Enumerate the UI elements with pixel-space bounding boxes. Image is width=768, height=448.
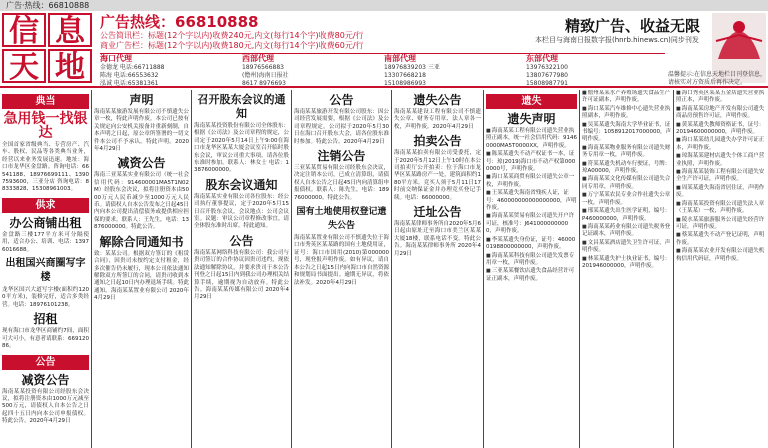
ad-text-capital-2: 海南三亚某某实业有限公司（统一社会信用代码：914600001MA5T1N02M）经股东会决议，拟将注册资本由5000万元人民币减少至1000万元人民币。请债权人自本公告发布之日起45日内向本公司提出清偿债务或提供相应担保的要求。联系人：王先生，电话：13876000000。特此公告。 bbox=[94, 172, 189, 231]
agent-west-line-1: 18976566883 bbox=[242, 64, 284, 71]
ad-heading-land: 国有土地使用权登记遗失公告 bbox=[296, 207, 387, 232]
hotline-rate-2: 商业广告栏：标题(12个字以内)收费180元,内文(每行14个字)收费60元/行 bbox=[100, 41, 364, 50]
ad-text-guoxing: 龙华区国兴大道写字楼(面积约1200平方米)，装修完好，适合多类经营。电话：18976101238。 bbox=[2, 287, 89, 308]
lost-item: ■ 海南某某农业开发有限公司遗失机构信用代码证，声明作废。 bbox=[676, 248, 766, 263]
ad-text-deregistration: 三亚某某贸易有限公司经股东会决议，决定注销本公司，已成立清算组，请债权人自本公告之日起45日内向清算组申报债权。联系人：陈先生，电话：18976000000。特此公告。 bbox=[294, 165, 389, 201]
ad-heading-lost: 遗失公告 bbox=[413, 93, 462, 107]
agents-bar bbox=[100, 53, 665, 86]
lost-item: ■ 陈某某遗失不动产权证书一本，证号：琼(2019)海口市不动产权第0000000号，声明作废。 bbox=[486, 151, 577, 173]
agent-west-name: 西部代理 bbox=[242, 54, 274, 63]
section-supply: 供求 bbox=[2, 198, 89, 213]
lost-item: ■ 海南某某物业服务有限公司遗失财务专用章一枚，声明作废。 bbox=[582, 145, 671, 160]
agent-west-line-3: 8617 8976693 bbox=[242, 79, 286, 86]
lost-item: ■ 三亚某某餐饮店遗失食品经营许可证正副本，声明作废。 bbox=[486, 268, 577, 283]
agent-haikou-line-3: 泓诚 电话:65381361 bbox=[100, 79, 159, 86]
ad-heading-lost-statement: 遗失声明 bbox=[507, 112, 556, 126]
lost-item: ■ 吴某某遗失海南大学毕业证书，证书编号：1058912017000000，声明作废。 bbox=[582, 122, 671, 144]
ad-text-auction: 海南某某拍卖有限公司受委托，定于2020年5月12日上午10时在本公司拍卖厅公开拍卖：位于海口市龙华区某某路房产一处，建筑面积约180平方米。竞买人须于5月11日17时前交纳保证金并办理竞买登记手续。电话：66000000。 bbox=[394, 150, 481, 201]
ad-heading-statement: 声明 bbox=[129, 93, 154, 107]
ad-text-rent: 现有海口市龙华区商铺约7间，面积可大可小，有意者请联系：66912086。 bbox=[2, 328, 89, 350]
reminder-text: 温馨提示:在信息天地栏目刊登信息，请核实对方资质后再作决定。 bbox=[668, 71, 767, 86]
agent-east-line-1: 13976322100 bbox=[526, 64, 568, 71]
ad-text-lost: 海南某某建设工程有限公司不慎遗失公章、财务专用章、法人章各一枚，声明作废。2020年4月29日 bbox=[394, 109, 481, 130]
lost-item: ■ 儋州某某水产养殖场遗失食品生产许可证副本，声明作废。 bbox=[582, 90, 671, 105]
lost-item: ■ 李某某遗失身份证，证号：460000198800000000，声明作废。 bbox=[486, 237, 577, 252]
lost-item: ■ 周某某遗失海南省居住证，声明作废。 bbox=[676, 185, 766, 200]
ad-text-notice-3: 海南某某网络科技有限公司：我公司与贵司签订的合作协议因贵司违约，现依法通知解除协议，并要求贵司于本公告刊登之日起15日内到我公司办理相关结算手续，逾期视为自动放弃。特此公告。海南某某传媒有限公司 2020年4月29日 bbox=[194, 249, 289, 301]
agent-south bbox=[384, 54, 524, 86]
slogan: 精致广告、收益无限 bbox=[565, 17, 701, 35]
top-bar-text: 广告·热线：66810888 bbox=[6, 1, 90, 10]
ad-heading-pawn: 急用钱一找银达 bbox=[3, 111, 88, 141]
lost-item: ■ 海南某某科技有限公司遗失发票专用章一枚，声明作废。 bbox=[486, 253, 577, 268]
ad-text-pawn: 全国首家省级典当、专营房产、汽车、股权、民品等各类典当业务，经营以来业务发展迅速。地址：海口市龙华区金盘路。咨询电话：66541188、18976699111、13907593600，三亚分店 咨询电话：88333828、15308961003。 bbox=[2, 142, 89, 193]
top-bar bbox=[0, 0, 768, 11]
ad-heading-termination: 解除合同通知书 bbox=[99, 234, 184, 249]
agent-west bbox=[242, 54, 382, 86]
hotline-title: 广告热线：66810888 bbox=[100, 13, 259, 31]
classifieds-page bbox=[0, 86, 768, 448]
lost-item: ■ 海口某某幼儿园遗失办学许可证正本，声明作废。 bbox=[676, 137, 766, 152]
lost-item: ■ 蔡某某遗失不动产登记证明，声明作废。 bbox=[676, 232, 766, 247]
lost-item: ■ 海口某某商贸有限公司遗失公章一枚，声明作废。 bbox=[486, 174, 577, 189]
lost-item: ■ 海口秀英区某某五金店遗失营业执照正本，声明作废。 bbox=[676, 90, 766, 105]
ad-heading-guoxing: 出租国兴商圈写字楼 bbox=[5, 258, 86, 284]
ad-heading-relocation: 迁址公告 bbox=[413, 205, 462, 220]
agent-east-name: 东部代理 bbox=[526, 54, 558, 63]
agent-east bbox=[526, 54, 664, 86]
section-lost: 遗失 bbox=[486, 94, 577, 109]
column-4 bbox=[292, 90, 392, 448]
column-6 bbox=[484, 90, 580, 448]
slogan-sub: 本栏目与海南日报数字报(hnrb.hinews.cn)同步刊发 bbox=[535, 36, 699, 44]
logo-char-3: 天 bbox=[2, 49, 46, 83]
ad-text-notice-4: 海南某某旅游开发有限公司股东：因公司经营发展需要，根据《公司法》及公司章程规定，公司拟于2020年5月30日在海口召开股东大会，请各位股东准时参加。特此公告。2020年4月29日 bbox=[294, 109, 389, 145]
ad-text-statement: 海南某某旅游发展有限公司不慎遗失公章一枚，特此声明作废。本公司已按有关规定向公安机关报备并重新刻制，自本声明之日起，原公章所签署的一切文件本公司不予承认。特此声明。2020年4月29日 bbox=[94, 109, 189, 153]
agent-south-line-1: 18976839203 三亚 bbox=[384, 64, 440, 71]
column-2 bbox=[92, 90, 192, 448]
masthead bbox=[0, 11, 768, 85]
ad-text-relocation: 海南某某律师事务所自2020年5月6日起由原址迁至海口市美兰区某某大厦18楼，联系电话不变。特此公告。海南某某律师事务所 2020年4月29日 bbox=[394, 221, 481, 257]
column-5 bbox=[392, 90, 484, 448]
lost-item: ■ 海南某某药业有限公司遗失税务登记证副本，声明作废。 bbox=[582, 224, 671, 239]
emblem-figure-icon bbox=[712, 13, 766, 69]
ad-heading-deregistration: 注销公告 bbox=[317, 149, 366, 164]
lost-item: ■ 海南某某工程有限公司遗失营业执照正副本，统一社会信用代码：91460000MA5T0000XX，声明作废。 bbox=[486, 128, 577, 150]
masthead-logo bbox=[2, 13, 96, 85]
logo-char-4: 地 bbox=[48, 49, 92, 83]
lost-item: ■ 海南某某投资有限公司遗失法人章（王某某）一枚，声明作废。 bbox=[676, 201, 766, 216]
ad-heading-office: 办公商铺出租 bbox=[9, 215, 82, 230]
ad-text-capital: 海南某某投资有限公司经股东会决议，拟将注册资本由1000万元减至500万元，请债权人自本公告之日起四十五日内向本公司申报债权。特此公告。2020年4月29日 bbox=[2, 388, 89, 425]
ad-text-termination: 致：某某公司。根据双方签订的《租赁合同》，因贵司未按约定支付租金，经多次催告仍未履行，现本公司依法通知解除双方所签订的合同，请贵司收到本通知之日起10日内办理退场手续。特此通知。海南某某置业有限公司 2020年4月29日 bbox=[94, 250, 189, 302]
lost-item: ■ 琼海某某建材店遗失个体工商户营业执照，声明作废。 bbox=[676, 153, 766, 168]
agent-south-name: 南部代理 bbox=[384, 54, 416, 63]
section-notice: 公告 bbox=[2, 355, 89, 370]
ad-text-meeting: 海南某某投资股份有限公司全体股东：根据《公司法》及公司章程的规定，公司定于2020年5月14日上午9:00在海口市龙华区某某大厦会议室召开临时股东会议，审议公司重大事项，请各位股东准时参加。联系人：林女士 电话：13876000000。 bbox=[194, 123, 289, 174]
logo-char-2: 息 bbox=[48, 13, 92, 47]
ad-heading-capital-2: 减资公告 bbox=[117, 156, 166, 171]
lost-item: ■ 邢某某遗失出生医学证明，编号：P460000000，声明作废。 bbox=[582, 208, 671, 223]
lost-item: ■ 海口某某汽车维修中心遗失营业执照副本，声明作废。 bbox=[582, 106, 671, 121]
ad-text-office: 金盘路三楼177平方米可分隔使用，适合办公、培训、电话：13976016688。 bbox=[2, 231, 89, 253]
column-8 bbox=[674, 90, 768, 448]
lost-item: ■ 文昌某某酒店遗失卫生许可证，声明作废。 bbox=[582, 240, 671, 255]
lost-item: ■ 符某某遗失机动车行驶证，号牌：琼A00000，声明作废。 bbox=[582, 161, 671, 176]
section-pawn: 典当 bbox=[2, 94, 89, 109]
ad-heading-rent: 招租 bbox=[33, 312, 58, 327]
agent-east-line-2: 13807677980 bbox=[526, 71, 568, 79]
agent-east-line-3: 15808987791 bbox=[526, 79, 568, 86]
lost-item: ■ 海南某某贸易有限公司遗失开户许可证，核准号：J6410000000000，声明作废。 bbox=[486, 213, 577, 235]
ad-heading-notice-3: 公告 bbox=[229, 233, 254, 248]
agent-south-line-3: 15108986993 bbox=[384, 79, 426, 86]
ad-text-shareholder: 海南某某实业有限公司各位股东：经公司执行董事提议，定于2020年5月15日召开股东会议，会议地点：公司会议室。议题：审议公司章程修改事宜。请全体股东准时出席。特此通知。 bbox=[194, 193, 289, 230]
ad-heading-shareholder: 股东会议通知 bbox=[205, 177, 278, 192]
agent-west-line-2: (儋州)海南日报社 bbox=[242, 71, 289, 79]
hotline-rate-1: 公告简讯栏：标题(12个字以内)收费240元,内文(每行14个字)收费80元/行 bbox=[100, 31, 364, 40]
agent-south-line-2: 13307668218 bbox=[384, 71, 426, 79]
column-3 bbox=[192, 90, 292, 448]
lost-item: ■ 黄某某遗失教师资格证书，证号：20194600000000，声明作废。 bbox=[676, 122, 766, 137]
ad-heading-auction: 拍卖公告 bbox=[413, 134, 462, 149]
logo-char-1: 信 bbox=[2, 13, 46, 47]
lost-item: ■ 陵水某某旅游服务公司遗失经营许可证，声明作废。 bbox=[676, 217, 766, 232]
agent-haikou-line-2: 陈海 电话:66553632 bbox=[100, 71, 159, 79]
lost-item: ■ 海南某某房地产开发有限公司遗失商品房预售许可证，声明作废。 bbox=[676, 106, 766, 121]
ad-text-land: 海南某某置业有限公司不慎遗失位于海口市秀英区某某路的国有土地使用证，证号：海口市国用(2010)第000000号，现登报声明作废。如有异议，请自本公告之日起15日内向海口市自然资源和规划局书面提出。逾期无异议，将依法补发。2020年4月29日 bbox=[294, 235, 389, 286]
ad-heading-notice-4: 公告 bbox=[329, 93, 354, 107]
lost-item: ■ 王某某遗失海南省残疾人证，证号：460000000000000000，声明作废。 bbox=[486, 190, 577, 212]
column-1 bbox=[0, 90, 92, 448]
lost-item: ■ 海南某某装饰工程有限公司遗失安全生产许可证，声明作废。 bbox=[676, 169, 766, 184]
lost-item: ■ 海南某某文化传媒有限公司遗失合同专用章，声明作废。 bbox=[582, 176, 671, 191]
agent-haikou-name: 海口代理 bbox=[100, 54, 132, 63]
agent-haikou bbox=[100, 54, 240, 86]
ad-heading-capital: 减资公告 bbox=[21, 372, 70, 387]
lost-item: ■ 林某某遗失护士执业证书，编号：201946000000，声明作废。 bbox=[582, 256, 671, 271]
lost-item: ■ 万宁某某农民专业合作社遗失公章一枚，声明作废。 bbox=[582, 192, 671, 207]
ad-heading-meeting: 召开股东会议的通知 bbox=[197, 93, 286, 120]
agent-haikou-line-1: 金德龙 电话:66711888 bbox=[100, 64, 165, 71]
column-7 bbox=[580, 90, 674, 448]
